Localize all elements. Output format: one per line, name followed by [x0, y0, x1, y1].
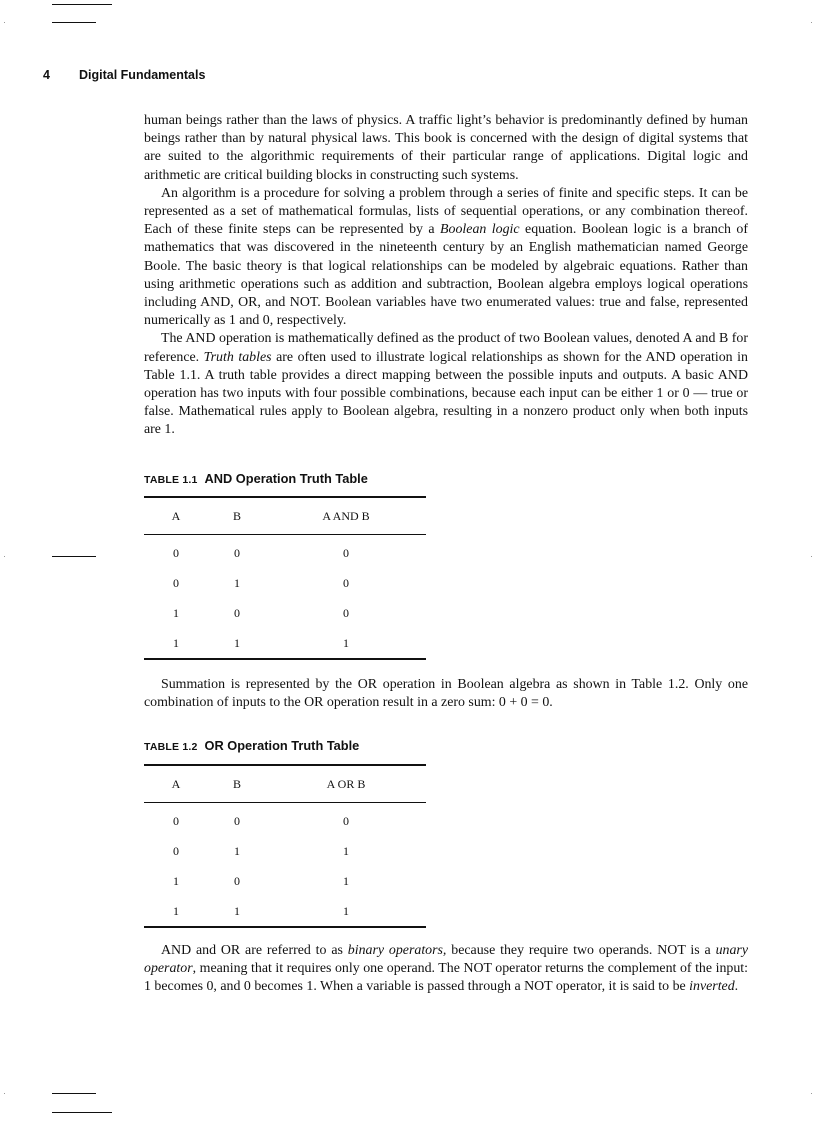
table-title: OR Operation Truth Table — [204, 738, 360, 753]
table-cell: 1 — [343, 903, 349, 918]
table-cell: 1 — [343, 873, 349, 888]
crop-mark — [52, 4, 112, 5]
term-inverted: inverted — [689, 979, 735, 995]
table-cell: 1 — [234, 575, 240, 590]
paragraph: Summation is represented by the OR operation in Boolean algebra as shown in Table 1.2. Only one combination of inputs to the OR operation result in a zero sum: 0 + 0 = 0. — [144, 677, 748, 711]
crop-mark — [52, 556, 96, 557]
table-cell: 1 — [173, 635, 179, 650]
crop-mark — [52, 22, 96, 23]
table-cell: 1 — [173, 605, 179, 620]
table-cell: 0 — [234, 813, 240, 828]
table-header-row — [144, 765, 426, 803]
table-cell: 1 — [234, 635, 240, 650]
paragraph: human beings rather than the laws of physics. A traffic light’s behavior is predominantly defined by human beings rather than by natural physical laws. This book is concerned with the design of digital systems that are suited to the algorithmic requirements of their particular range of applications. Digital logic and arithmetic are critical building blocks in constructing such systems. — [144, 113, 748, 183]
table-cell: 1 — [173, 873, 179, 888]
body-section-1 — [144, 112, 748, 440]
term-boolean-logic: Boolean logic — [440, 222, 520, 238]
body-section-2 — [144, 676, 748, 712]
table-row — [144, 568, 426, 598]
table-header-row — [144, 497, 426, 535]
table-cell: 0 — [343, 605, 349, 620]
registration-dot — [811, 22, 812, 23]
or-truth-table — [144, 764, 426, 928]
table-cell: 0 — [343, 545, 349, 560]
term-unary-operator: unary operator — [144, 943, 749, 977]
paragraph: The AND operation is mathematically defined as the product of two Boolean values, denoted A and B for reference. Truth tables are often used to illustrate logical relationships as shown for the AND operation in Table 1.1. A truth table provides a direct mapping between the possible inputs and outputs. A basic AND operation has two inputs with four possible combinations, because each input can be either 1 or 0 — true or false. Mathematical rules apply to Boolean algebra, resulting in a nonzero product only when both inputs are 1. — [144, 331, 748, 438]
table-cell: 0 — [173, 813, 179, 828]
column-header: A OR B — [326, 776, 366, 791]
table-cell: 1 — [343, 635, 349, 650]
column-header: A — [171, 508, 181, 523]
table-cell: 0 — [173, 545, 179, 560]
column-header: B — [232, 776, 241, 791]
running-head — [43, 68, 205, 82]
table-cell: 0 — [234, 545, 240, 560]
term-binary-operators: binary operators, — [347, 943, 447, 958]
table-cell: 0 — [234, 873, 240, 888]
paragraph: AND and OR are referred to as binary operators, because they require two operands. NOT is a unary operator, meaning that it requires only one operand. The NOT operator returns the complement of the input: 1 becomes 0, and 0 becomes 1. When a variable is passed through a NOT operator, it is said to be inverted. — [144, 943, 749, 995]
table-cell: 0 — [173, 575, 179, 590]
column-header: B — [232, 508, 241, 523]
table-caption — [144, 471, 368, 486]
table-row — [144, 836, 426, 866]
table-caption — [144, 738, 359, 753]
table-cell: 1 — [343, 843, 349, 858]
table-cell: 0 — [173, 843, 179, 858]
page-number: 4 — [43, 68, 50, 82]
table-cell: 0 — [343, 813, 349, 828]
crop-mark — [52, 1112, 112, 1113]
registration-dot — [4, 22, 5, 23]
table-row — [144, 866, 426, 896]
registration-dot — [811, 1093, 812, 1094]
table-row — [144, 803, 426, 837]
registration-dot — [4, 556, 5, 557]
crop-mark — [52, 1093, 96, 1094]
chapter-title: Digital Fundamentals — [79, 68, 206, 82]
registration-dot — [811, 556, 812, 557]
body-section-3 — [144, 942, 748, 997]
paragraph: An algorithm is a procedure for solving a problem through a series of finite and specific steps. It can be represented as a set of mathematical formulas, lists of sequential operations, or any combination thereof. Each of these finite steps can be represented by a Boolean logic equation. Boolean logic is a branch of mathematics that was discovered in the nineteenth century by an English mathematician named George Boole. The basic theory is that logical relationships can be modeled by algebraic equations. Rather than using arithmetic operations such as addition and subtraction, Boolean algebra employs logical operations including AND, OR, and NOT. Boolean variables have two enumerated values: true and false, represented numerically as 1 and 0, respectively. — [144, 185, 748, 329]
column-header: A AND B — [322, 508, 370, 523]
table-row — [144, 598, 426, 628]
table-cell: 1 — [173, 903, 179, 918]
table-title: AND Operation Truth Table — [204, 471, 368, 486]
table-cell: 0 — [234, 605, 240, 620]
column-header: A — [171, 776, 181, 791]
and-truth-table — [144, 496, 426, 660]
table-label: TABLE 1.2 — [144, 741, 198, 753]
registration-dot — [4, 1093, 5, 1094]
table-cell: 1 — [234, 843, 240, 858]
term-truth-tables: Truth tables — [203, 349, 272, 365]
table-row — [144, 896, 426, 927]
table-cell: 1 — [234, 903, 240, 918]
table-row — [144, 628, 426, 659]
table-cell: 0 — [343, 575, 349, 590]
table-label: TABLE 1.1 — [144, 474, 198, 486]
table-row — [144, 535, 426, 569]
